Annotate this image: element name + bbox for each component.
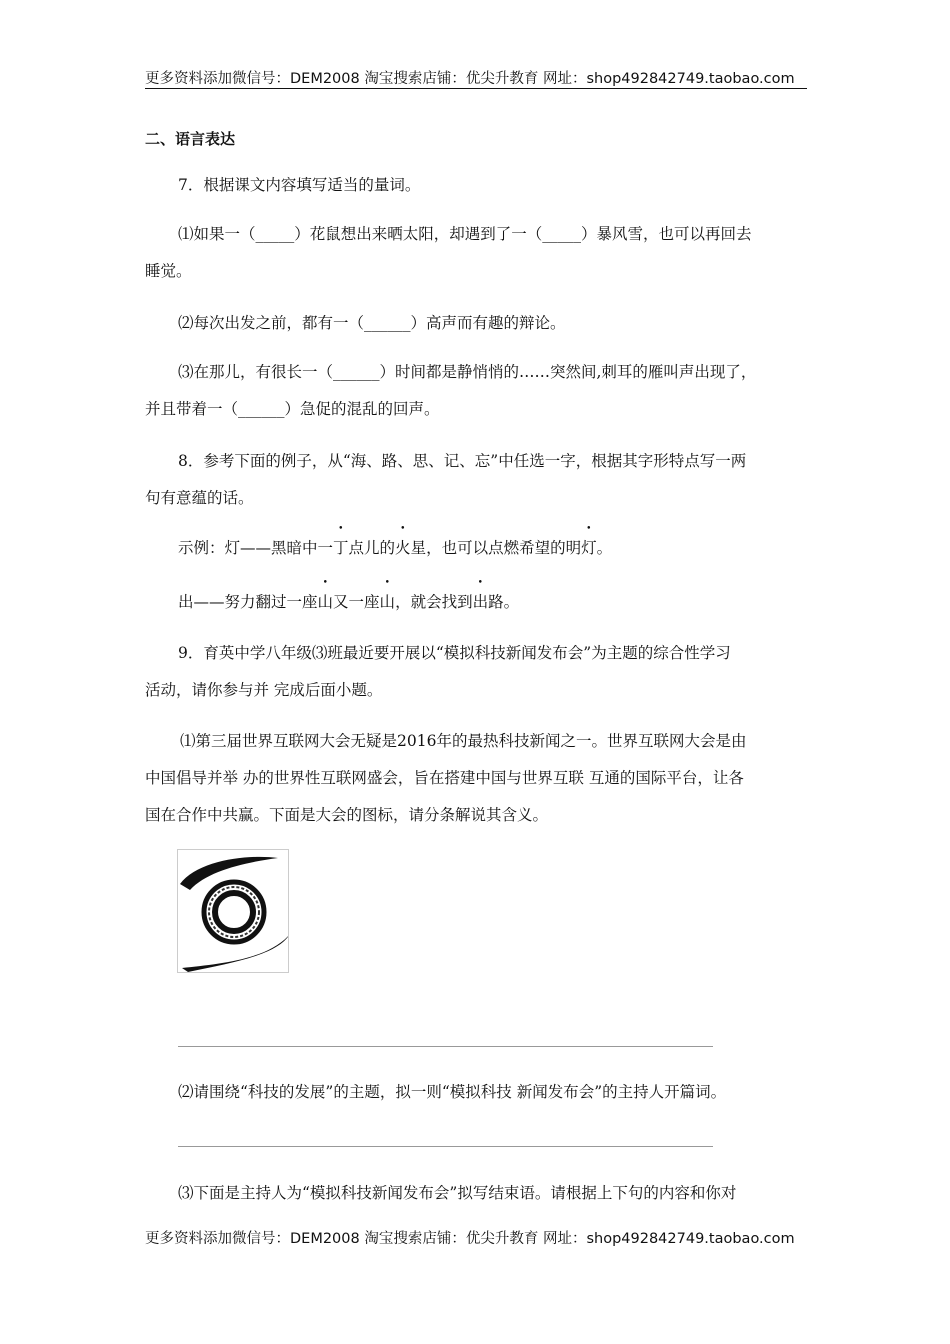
dotted-char: 出	[472, 593, 489, 611]
q7-stem: 7．根据课文内容填写适当的量词。	[178, 176, 421, 194]
q7-s3-line1: ⑶在那儿，有很长一（______）时间都是静悄悄的……突然间,刺耳的雁叫声出现了，	[178, 363, 757, 381]
q8-ex1-text: 。	[596, 539, 613, 557]
q9-s1-line1: ⑴第三届世界互联网大会无疑是2016年的最热科技新闻之一。世界互联网大会是由	[180, 732, 747, 750]
q8-stem-line1: 8．参考下面的例子，从“海、路、思、记、忘”中任选一字，根据其字形特点写一两	[178, 452, 747, 470]
dotted-char: 山	[317, 593, 334, 611]
q8-ex1-text: 星，也可以点燃希望的明	[410, 539, 582, 557]
page-footer: 更多资料添加微信号：DEM2008 淘宝搜索店铺：优尖升教育 网址：shop492842749.taobao.com	[145, 1231, 795, 1247]
answer-line[interactable]	[178, 1046, 713, 1047]
header-divider	[145, 88, 807, 89]
conference-logo-icon	[177, 849, 289, 973]
dotted-char: 火	[395, 539, 411, 557]
section-title: 二、语言表达	[145, 130, 236, 148]
q8-example-1	[178, 536, 612, 558]
conference-logo-svg	[178, 850, 288, 972]
q8-ex2-text: 又一座	[333, 593, 380, 611]
q7-s1-line1: ⑴如果一（_____）花鼠想出来晒太阳，却遇到了一（_____）暴风雪，也可以再回去	[178, 225, 752, 243]
q9-s1-line2: 中国倡导并举 办的世界性互联网盛会，旨在搭建中国与世界互联 互通的国际平台，让各	[145, 769, 744, 787]
dotted-char: 灯	[581, 539, 597, 557]
q8-ex1-text: 点儿的	[348, 539, 396, 557]
dotted-char: 丁	[333, 539, 349, 557]
q8-ex2-text: 路。	[488, 593, 520, 611]
answer-line[interactable]	[178, 1146, 713, 1147]
q9-s2: ⑵请围绕“科技的发展”的主题，拟一则“模拟科技 新闻发布会”的主持人开篇词。	[178, 1083, 727, 1101]
q7-s2: ⑵每次出发之前，都有一（______）高声而有趣的辩论。	[178, 314, 566, 332]
q8-ex1-text: 示例：灯——黑暗中一	[178, 539, 334, 557]
q9-s1-line3: 国在合作中共赢。下面是大会的图标，请分条解说其含义。	[145, 806, 549, 824]
q7-s1-line2: 睡觉。	[145, 262, 192, 280]
q8-ex2-text: 出——努力翻过一座	[178, 593, 318, 611]
dotted-char: 山	[379, 593, 396, 611]
page-header: 更多资料添加微信号：DEM2008 淘宝搜索店铺：优尖升教育 网址：shop492842749.taobao.com	[145, 71, 795, 87]
q9-stem-line1: 9．育英中学八年级⑶班最近要开展以“模拟科技新闻发布会”为主题的综合性学习	[178, 644, 731, 662]
q9-stem-line2: 活动，请你参与并 完成后面小题。	[145, 681, 383, 699]
q8-example-2	[178, 590, 519, 612]
q9-s3: ⑶下面是主持人为“模拟科技新闻发布会”拟写结束语。请根据上下句的内容和你对	[178, 1184, 737, 1202]
q7-s3-line2: 并且带着一（______）急促的混乱的回声。	[145, 400, 440, 418]
q8-stem-line2: 句有意蕴的话。	[145, 489, 254, 507]
q8-ex2-text: ，就会找到	[395, 593, 473, 611]
